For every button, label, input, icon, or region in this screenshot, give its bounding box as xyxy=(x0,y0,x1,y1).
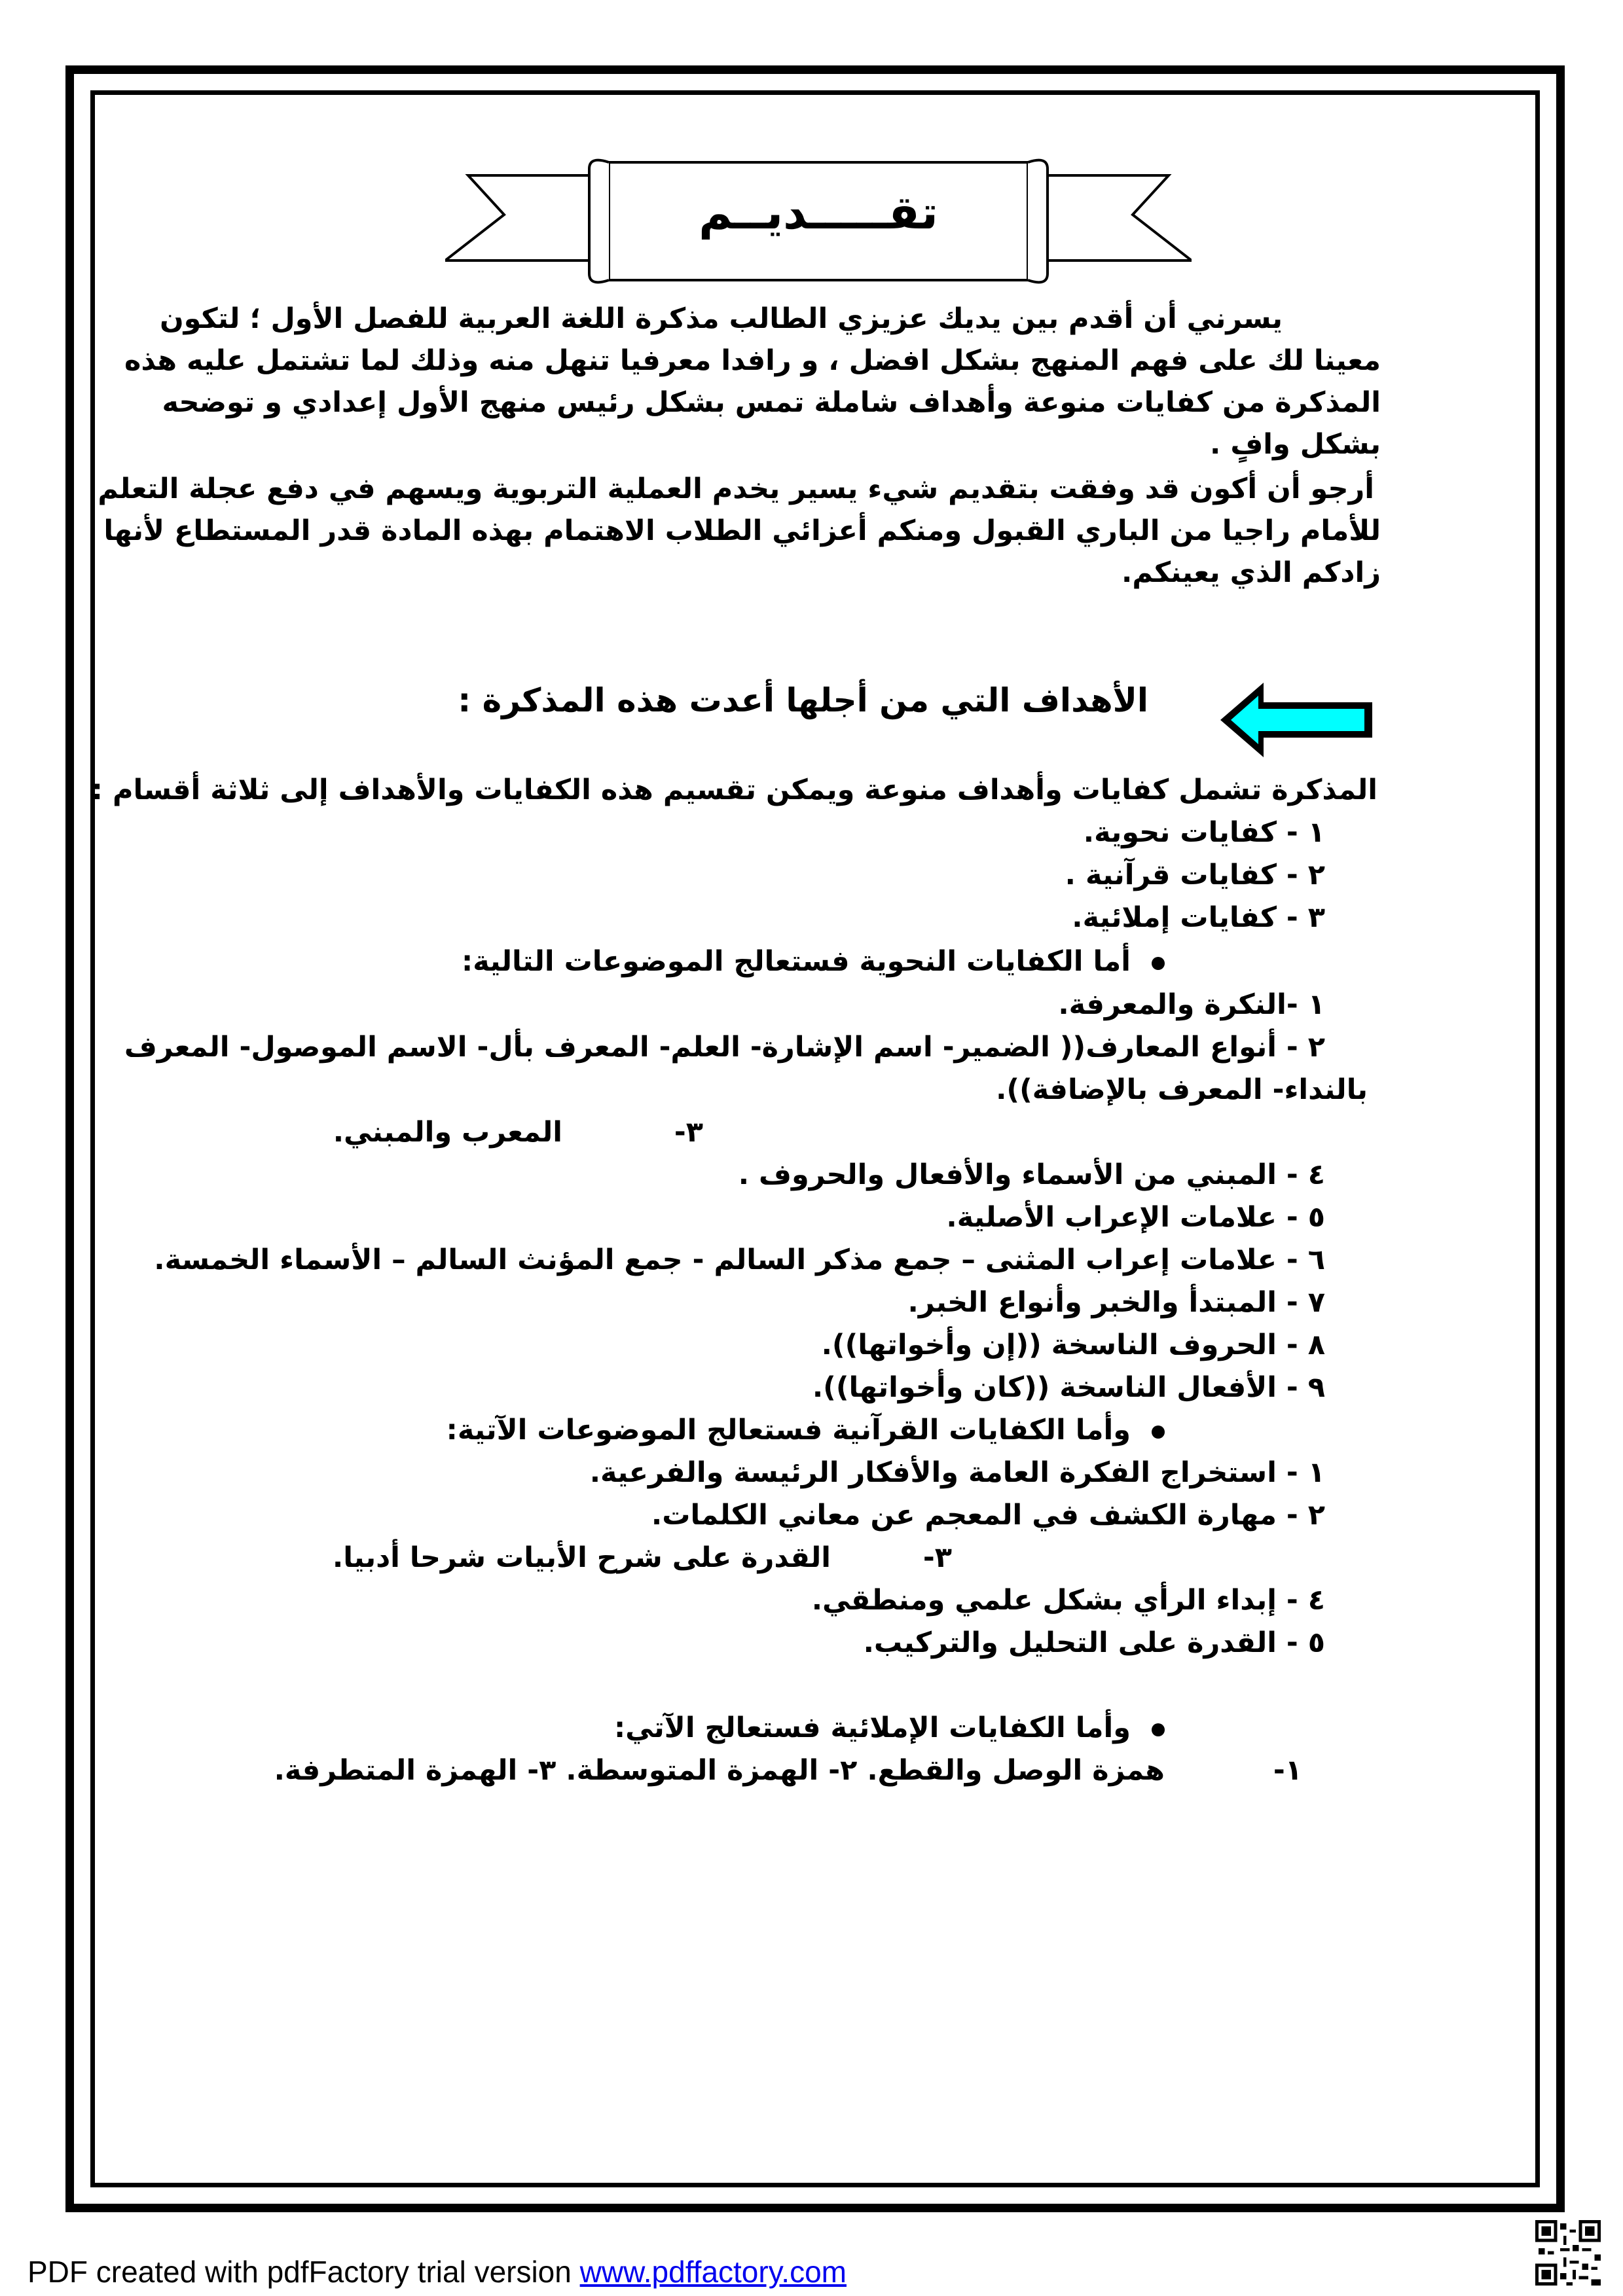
grammar-item: ٢ - أنواع المعارف(( الضمير- اسم الإشارة- العلم- المعرف بأل- الاسم الموصول- المعرف xyxy=(124,1031,1325,1064)
intro-line-5: أرجو أن أكون قد وفقت بتقديم شيء يسير يخدم العملية التربوية ويسهم في دفع عجلة التعلم xyxy=(98,473,1374,505)
intro-line-2: معينا لك على فهم المنهج بشكل افضل ، و رافدا معرفيا تنهل منه وذلك لما تشتمل عليه هذه xyxy=(124,344,1381,377)
grammar-item: ٧ - المبتدأ والخبر وأنواع الخبر. xyxy=(907,1286,1325,1319)
goals-heading: الأهداف التي من أجلها أعدت هذه المذكرة : xyxy=(458,681,1148,719)
footer-link[interactable]: www.pdffactory.com xyxy=(579,2255,847,2289)
pdf-footer xyxy=(27,2253,847,2290)
quran-item: القدرة على شرح الأبيات شرحا أدبيا. xyxy=(332,1541,831,1574)
grammar-item: ٤ - المبني من الأسماء والأفعال والحروف . xyxy=(738,1158,1325,1191)
spelling-heading xyxy=(614,1707,1165,1749)
intro-line-3: المذكرة من كفايات منوعة وأهداف شاملة تمس بشكل رئيس منهج الأول إعدادي و توضحه xyxy=(162,386,1381,419)
quran-item: ٥ - القدرة على التحليل والتركيب. xyxy=(863,1626,1325,1659)
qr-code-icon xyxy=(1535,2220,1601,2286)
section-item-1: ١ - كفايات نحوية. xyxy=(1083,816,1325,849)
quran-item: ١ - استخراج الفكرة العامة والأفكار الرئيسة والفرعية. xyxy=(589,1456,1325,1489)
intro-line-6: للأمام راجيا من الباري القبول ومنكم أعزائي الطلاب الاهتمام بهذه المادة قدر المستطاع لأنها xyxy=(103,514,1381,547)
intro-line-7: زادكم الذي يعينكم. xyxy=(1122,556,1381,589)
quran-heading xyxy=(447,1409,1165,1451)
footer-text: PDF created with pdfFactory trial version xyxy=(27,2255,580,2289)
spelling-heading-text: وأما الكفايات الإملائية فستعالج الآتي: xyxy=(613,1712,1131,1744)
goals-intro: المذكرة تشمل كفايات وأهداف منوعة ويمكن تقسيم هذه الكفايات والأهداف إلى ثلاثة أقسام : xyxy=(91,774,1377,806)
grammar-heading xyxy=(462,941,1165,982)
intro-line-4: بشكل وافٍ . xyxy=(1210,428,1381,461)
grammar-item: ٦ - علامات إعراب المثنى – جمع مذكر السالم - جمع المؤنث السالم – الأسماء الخمسة. xyxy=(154,1244,1325,1276)
page-title: تقـــــديــم xyxy=(699,186,938,240)
grammar-heading-text: أما الكفايات النحوية فستعالج الموضوعات التالية: xyxy=(462,945,1131,978)
grammar-item-number: ٣- xyxy=(674,1116,703,1149)
grammar-item: ١ -النكرة والمعرفة. xyxy=(1058,988,1325,1021)
spelling-item: همزة الوصل والقطع. ٢- الهمزة المتوسطة. ٣- الهمزة المتطرفة. xyxy=(274,1754,1165,1787)
section-item-2: ٢ - كفايات قرآنية . xyxy=(1065,859,1325,891)
quran-item: ٢ - مهارة الكشف في المعجم عن معاني الكلمات. xyxy=(651,1499,1325,1532)
quran-heading-text: وأما الكفايات القرآنية فستعالج الموضوعات الآتية: xyxy=(446,1414,1131,1446)
bullet-icon xyxy=(1152,1723,1165,1736)
section-item-3: ٣ - كفايات إملائية. xyxy=(1072,901,1325,934)
arrow-left-icon xyxy=(1218,677,1375,762)
grammar-item: ٩ - الأفعال الناسخة ((كان وأخواتها)). xyxy=(812,1371,1325,1404)
grammar-item: ٥ - علامات الإعراب الأصلية. xyxy=(946,1201,1325,1234)
quran-item: ٤ - إبداء الرأي بشكل علمي ومنطقي. xyxy=(811,1584,1325,1617)
intro-line-1: يسرني أن أقدم بين يديك عزيزي الطالب مذكرة اللغة العربية للفصل الأول ؛ لتكون xyxy=(159,302,1283,335)
grammar-item: ٨ - الحروف الناسخة ((إن وأخواتها)). xyxy=(821,1329,1325,1361)
quran-item-number: ٣- xyxy=(922,1541,952,1574)
bullet-icon xyxy=(1152,1426,1165,1439)
spelling-item-number: ١- xyxy=(1273,1754,1302,1787)
bullet-icon xyxy=(1152,957,1165,970)
grammar-item: بالنداء- المعرف بالإضافة)). xyxy=(996,1073,1368,1106)
grammar-item: المعرب والمبني. xyxy=(333,1116,562,1149)
